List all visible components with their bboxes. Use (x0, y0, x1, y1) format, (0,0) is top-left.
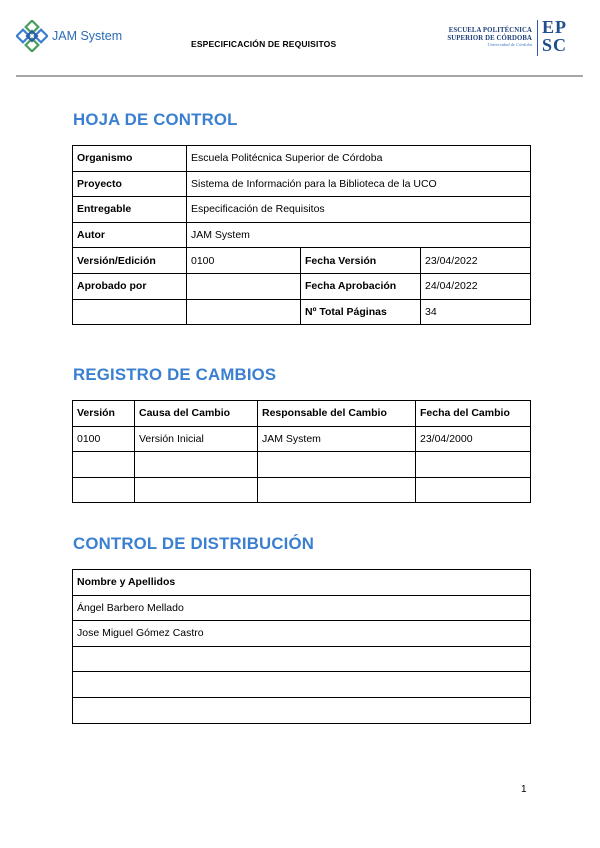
school-name (428, 27, 532, 48)
diamond-lattice-icon (16, 20, 48, 52)
autor-label: Autor (73, 222, 187, 248)
page-number: 1 (521, 784, 527, 795)
table-cell: 0100 (73, 426, 135, 452)
table-row (73, 697, 531, 723)
school-university: Universidad de Córdoba (487, 42, 532, 47)
column-header: Responsable del Cambio (258, 401, 416, 427)
table-row (73, 477, 531, 503)
logo-text: JAM System (52, 29, 123, 43)
epsc-logo-bottom: SC (542, 35, 568, 55)
control-sheet-table (72, 145, 531, 325)
table-row (73, 222, 531, 248)
fecha-version-value: 23/04/2022 (421, 248, 531, 274)
distribution-title: CONTROL DE DISTRIBUCIÓN (73, 534, 315, 553)
table-cell (73, 477, 135, 503)
aprobado-label: Aprobado por (73, 273, 187, 299)
table-header-row (73, 401, 531, 427)
table-row (73, 197, 531, 223)
organismo-value: Escuela Politécnica Superior de Córdoba (187, 146, 531, 172)
table-row (73, 171, 531, 197)
proyecto-value: Sistema de Información para la Biblioteca de la UCO (187, 171, 531, 197)
total-paginas-value: 34 (421, 299, 531, 325)
table-cell (135, 452, 258, 478)
page-header (0, 0, 600, 76)
table-cell: Ángel Barbero Mellado (73, 595, 531, 621)
table-row (73, 273, 531, 299)
organismo-label: Organismo (73, 146, 187, 172)
column-header: Fecha del Cambio (416, 401, 531, 427)
table-row (73, 426, 531, 452)
version-value: 0100 (187, 248, 301, 274)
column-header: Versión (73, 401, 135, 427)
empty-cell (73, 299, 187, 325)
aprobado-value (187, 273, 301, 299)
entregable-label: Entregable (73, 197, 187, 223)
column-header: Causa del Cambio (135, 401, 258, 427)
table-row (73, 672, 531, 698)
table-cell (73, 672, 531, 698)
proyecto-label: Proyecto (73, 171, 187, 197)
version-label: Versión/Edición (73, 248, 187, 274)
entregable-value: Especificación de Requisitos (187, 197, 531, 223)
epsc-logo-top: EP (542, 17, 568, 37)
company-logo (16, 20, 122, 52)
table-cell (73, 697, 531, 723)
logo-divider (537, 20, 538, 56)
header-rule (16, 75, 583, 77)
table-cell (258, 452, 416, 478)
table-cell: Versión Inicial (135, 426, 258, 452)
table-cell: Jose Miguel Gómez Castro (73, 621, 531, 647)
table-row (73, 299, 531, 325)
control-sheet-title: HOJA DE CONTROL (73, 110, 238, 129)
school-name-line2: SUPERIOR DE CÓRDOBA (447, 34, 532, 42)
column-header: Nombre y Apellidos (73, 570, 531, 596)
table-row (73, 621, 531, 647)
table-cell (258, 477, 416, 503)
fecha-aprobacion-value: 24/04/2022 (421, 273, 531, 299)
fecha-version-label: Fecha Versión (301, 248, 421, 274)
table-row (73, 248, 531, 274)
document-title: ESPECIFICACIÓN DE REQUISITOS (191, 39, 337, 49)
table-header-row (73, 570, 531, 596)
empty-cell (187, 299, 301, 325)
table-cell (416, 452, 531, 478)
fecha-aprobacion-label: Fecha Aprobación (301, 273, 421, 299)
change-log-table (72, 400, 531, 503)
table-cell (73, 452, 135, 478)
table-cell (135, 477, 258, 503)
table-row (73, 452, 531, 478)
school-name-line1: ESCUELA POLITÉCNICA (448, 27, 532, 34)
table-row (73, 595, 531, 621)
change-log-title: REGISTRO DE CAMBIOS (73, 365, 277, 384)
table-cell (416, 477, 531, 503)
epsc-logo (542, 18, 582, 54)
table-cell: 23/04/2000 (416, 426, 531, 452)
distribution-table (72, 569, 531, 724)
table-row (73, 146, 531, 172)
table-row (73, 646, 531, 672)
table-cell: JAM System (258, 426, 416, 452)
total-paginas-label: Nº Total Páginas (301, 299, 421, 325)
table-cell (73, 646, 531, 672)
autor-value: JAM System (187, 222, 531, 248)
